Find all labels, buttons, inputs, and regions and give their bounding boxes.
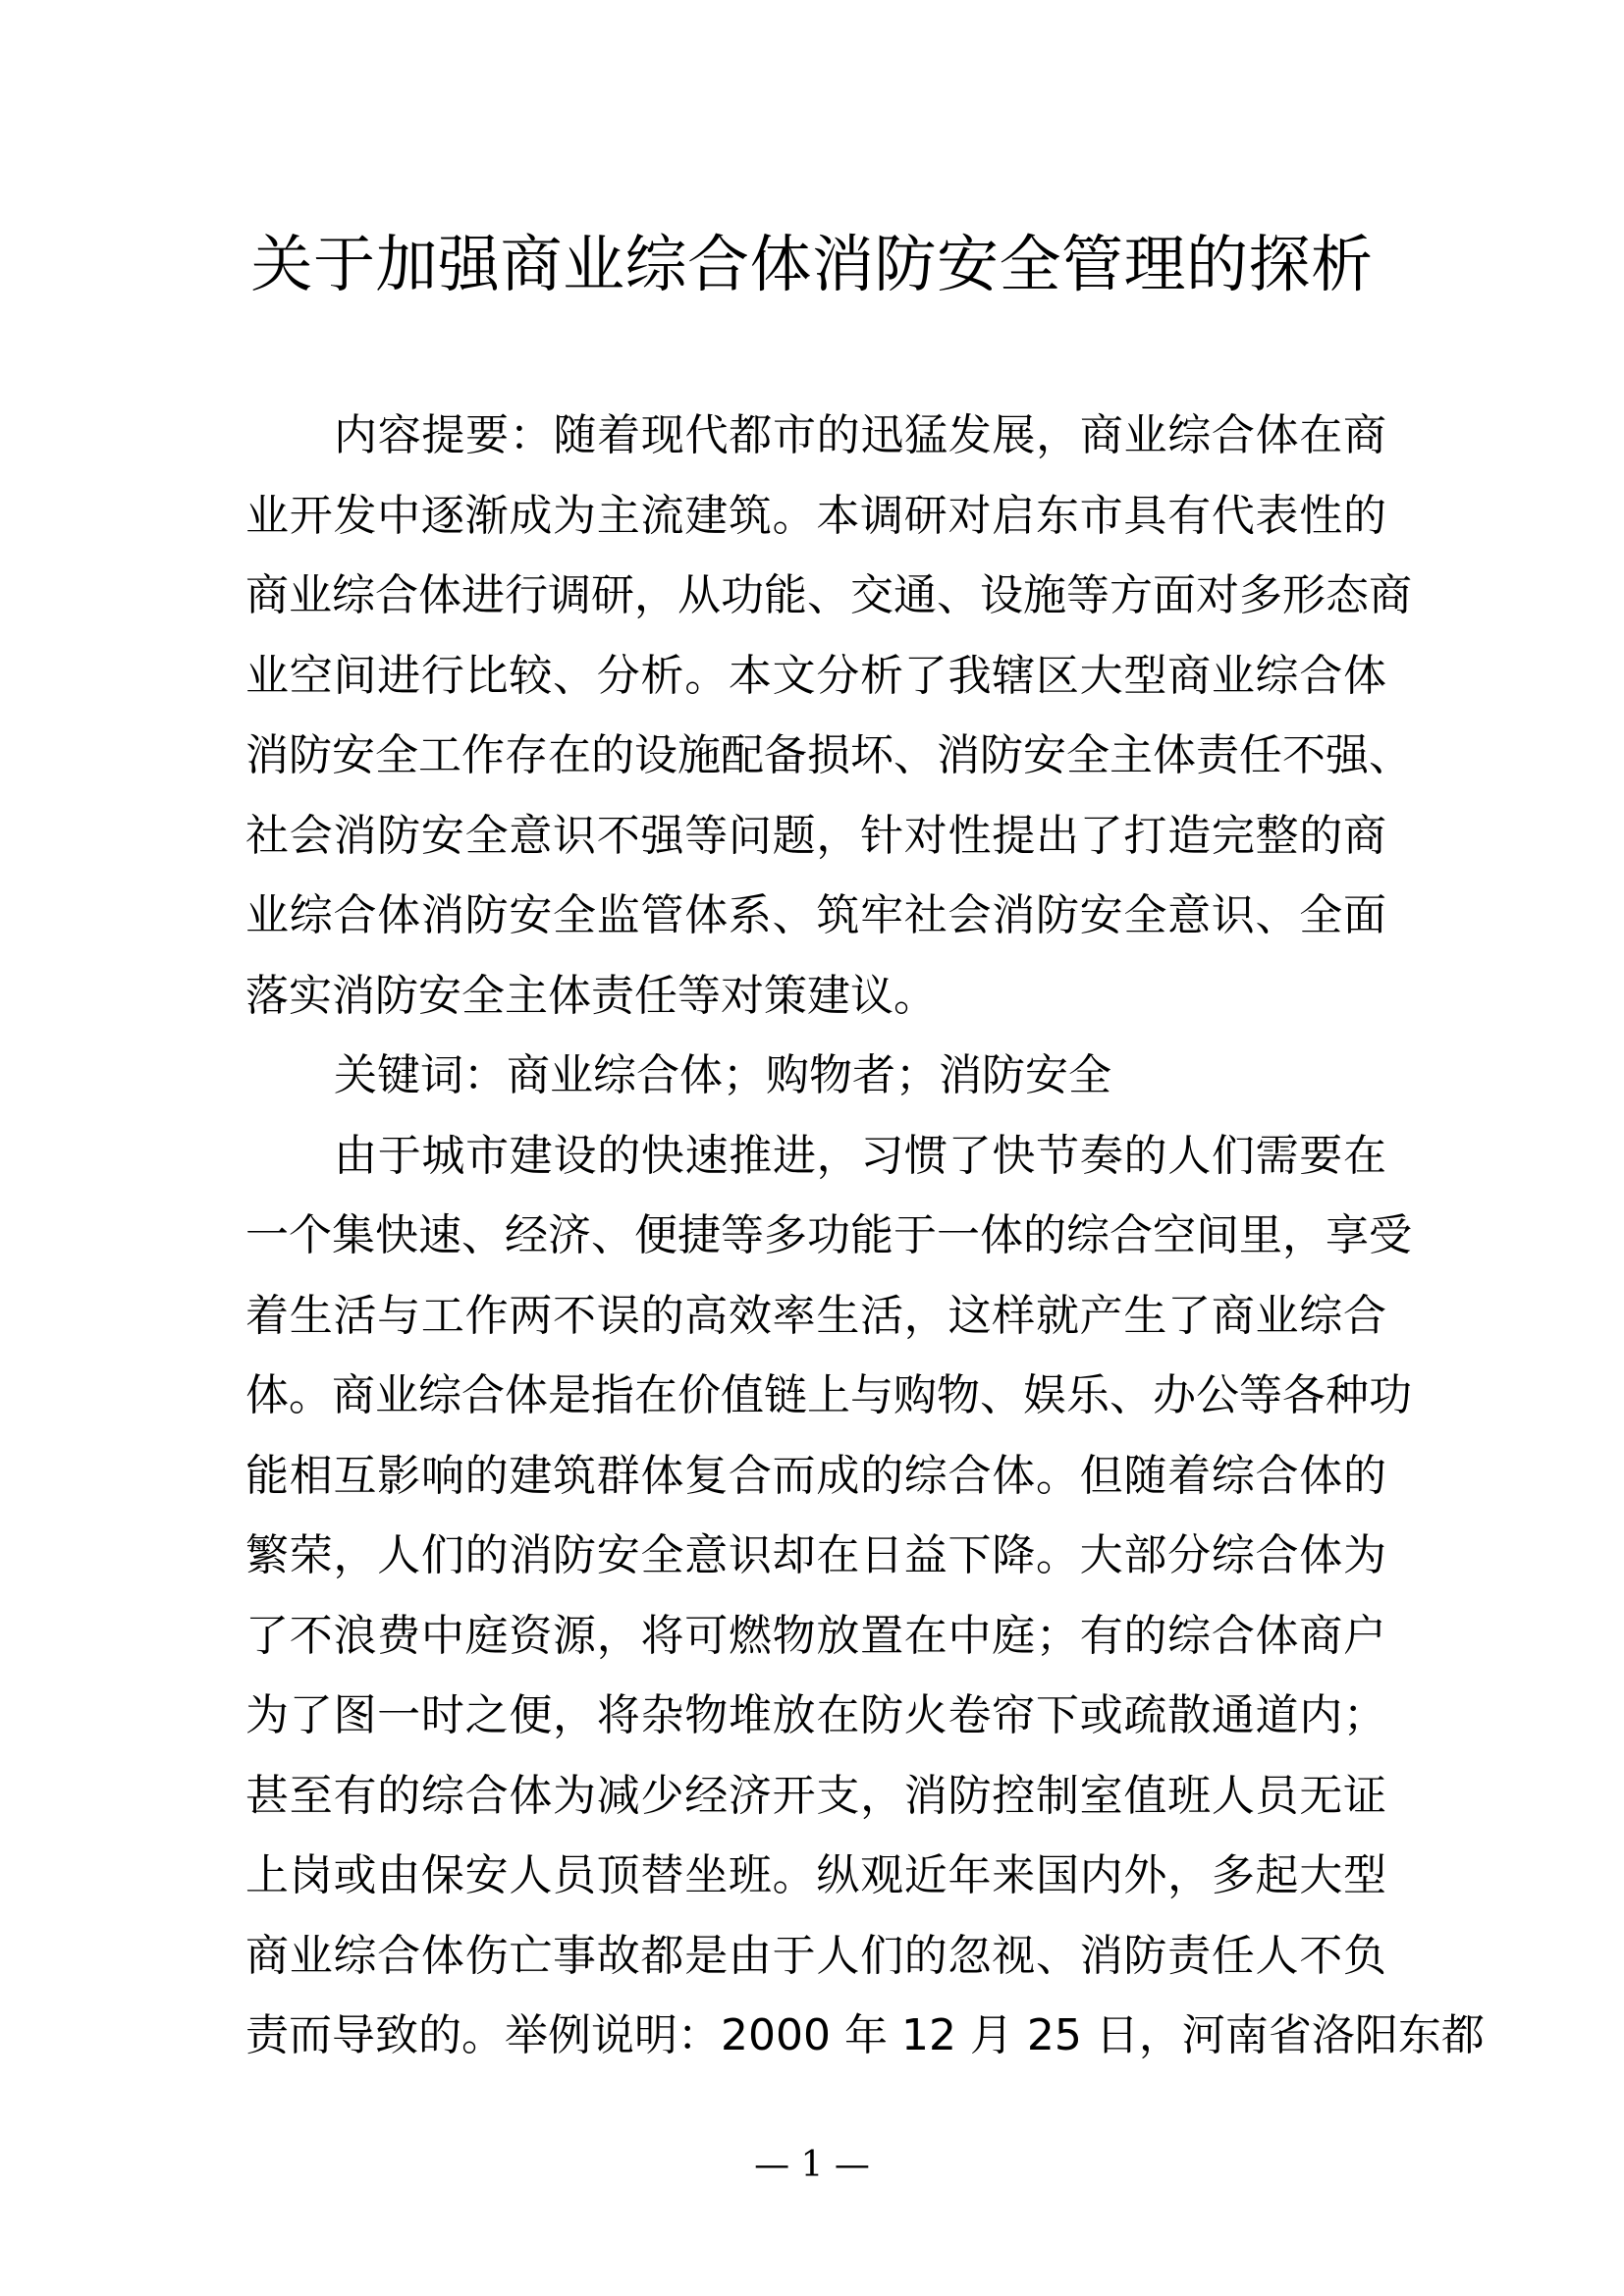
text-line: 业空间进行比较、分析。本文分析了我辖区大型商业综合体: [245, 650, 1386, 701]
text-line: 关键词：商业综合体；购物者；消防安全: [334, 1050, 1111, 1100]
text-line: 繁荣，人们的消防安全意识却在日益下降。大部分综合体为: [245, 1530, 1386, 1580]
text-line: 体。商业综合体是指在价值链上与购物、娱乐、办公等各种功: [245, 1370, 1412, 1420]
text-line: 为了图一时之便，将杂物堆放在防火卷帘下或疏散通道内；: [245, 1690, 1386, 1740]
page-number: — 1 —: [754, 2145, 870, 2185]
text-line: 甚至有的综合体为减少经济开支，消防控制室值班人员无证: [245, 1770, 1386, 1821]
document-title: 关于加强商业综合体消防安全管理的探析: [250, 229, 1374, 300]
text-line: 责而导致的。举例说明：2000 年 12 月 25 日，河南省洛阳东都: [245, 2010, 1485, 2060]
text-line: 消防安全工作存在的设施配备损坏、消防安全主体责任不强、: [245, 730, 1412, 780]
document-body: [245, 396, 1485, 2076]
text-line: 商业综合体伤亡事故都是由于人们的忽视、消防责任人不负: [245, 1930, 1386, 1981]
body-paragraph: [245, 1116, 1485, 2076]
text-line: 社会消防安全意识不强等问题，针对性提出了打造完整的商: [245, 810, 1386, 861]
text-line: 商业综合体进行调研，从功能、交通、设施等方面对多形态商: [245, 570, 1412, 620]
keywords-paragraph: [245, 1036, 1386, 1116]
abstract-paragraph: [245, 396, 1412, 1036]
text-line: 了不浪费中庭资源，将可燃物放置在中庭；有的综合体商户: [245, 1610, 1386, 1661]
text-line: 业开发中逐渐成为主流建筑。本调研对启东市具有代表性的: [245, 490, 1386, 541]
text-line: 着生活与工作两不误的高效率生活，这样就产生了商业综合: [245, 1290, 1386, 1341]
text-line: 落实消防安全主体责任等对策建议。: [245, 970, 937, 1021]
text-line: 能相互影响的建筑群体复合而成的综合体。但随着综合体的: [245, 1450, 1386, 1501]
text-line: 上岗或由保安人员顶替坐班。纵观近年来国内外，多起大型: [245, 1850, 1386, 1900]
text-line: 业综合体消防安全监管体系、筑牢社会消防安全意识、全面: [245, 890, 1386, 940]
text-line: 一个集快速、经济、便捷等多功能于一体的综合空间里，享受: [245, 1210, 1412, 1260]
text-line: 内容提要：随着现代都市的迅猛发展，商业综合体在商: [334, 410, 1386, 460]
text-line: 由于城市建设的快速推进，习惯了快节奏的人们需要在: [334, 1130, 1386, 1181]
